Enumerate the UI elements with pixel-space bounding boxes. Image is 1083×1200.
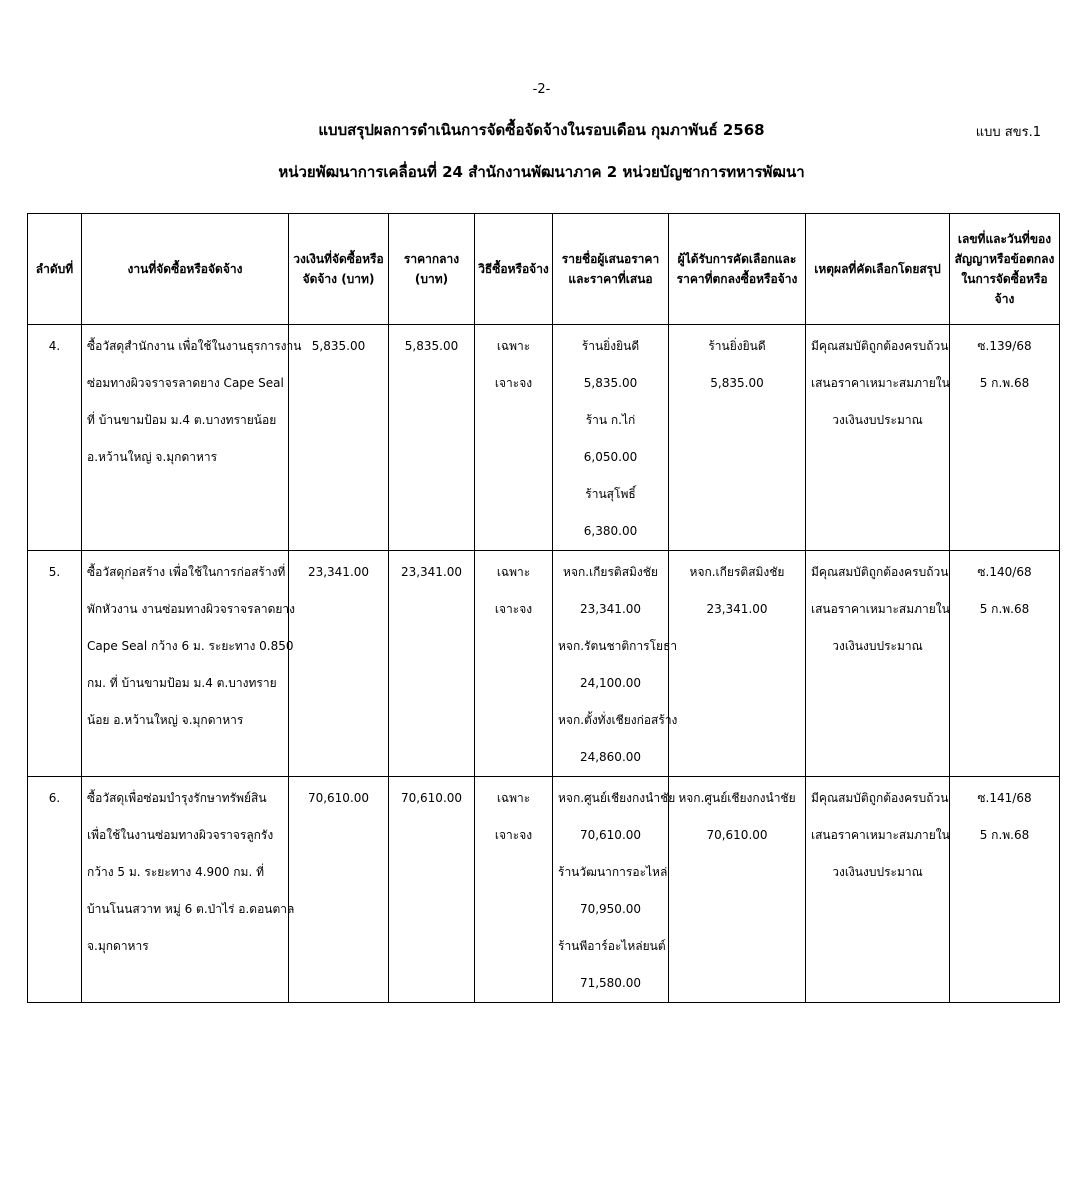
job-line: น้อย อ.หว้านใหญ่ จ.มุกดาหาร: [87, 713, 244, 727]
header-job: งานที่จัดซื้อหรือจัดจ้าง: [82, 214, 289, 325]
row-winner: [669, 325, 806, 551]
row-job: [82, 551, 295, 777]
reason-line: วงเงินงบประมาณ: [832, 413, 923, 427]
contract-date: 5 ก.พ.68: [979, 602, 1030, 616]
bidder-price: 23,341.00: [579, 602, 642, 616]
bidder-price: 70,950.00: [579, 902, 642, 916]
row-no: 5.: [28, 551, 82, 777]
procurement-table: [27, 213, 1060, 1003]
header-contract: เลขที่และวันที่ของสัญญาหรือข้อตกลงในการจัดซื้อหรือจ้าง: [950, 214, 1060, 325]
reason-line: วงเงินงบประมาณ: [832, 865, 923, 879]
reason-line: เสนอราคาเหมาะสมภายใน: [811, 602, 950, 616]
job-line: Cape Seal กว้าง 6 ม. ระยะทาง 0.850: [87, 639, 294, 653]
row-no: 4.: [28, 325, 82, 551]
header-budget: วงเงินที่จัดซื้อหรือจัดจ้าง (บาท): [289, 214, 389, 325]
row-bidders: [553, 325, 669, 551]
contract-number: ซ.141/68: [977, 791, 1032, 805]
table-header-row: [28, 214, 1060, 325]
header-no: ลำดับที่: [28, 214, 82, 325]
document-subtitle: หน่วยพัฒนาการเคลื่อนที่ 24 สำนักงานพัฒนาภาค 2 หน่วยบัญชาการทหารพัฒนา: [278, 163, 805, 181]
row-method: เฉพาะเจาะจง: [475, 777, 553, 1003]
row-bidders: [553, 551, 678, 777]
row-winner: [669, 551, 806, 777]
table-row: [28, 551, 1060, 777]
bidder-price: 24,860.00: [579, 750, 642, 764]
row-contract: [950, 777, 1060, 1003]
document-title: แบบสรุปผลการดำเนินการจัดซื้อจัดจ้างในรอบเดือน กุมภาพันธ์ 2568: [318, 121, 765, 139]
contract-number: ซ.140/68: [977, 565, 1032, 579]
row-bidders: [553, 777, 676, 1003]
page-number: -2-: [532, 82, 551, 97]
row-method: เฉพาะเจาะจง: [475, 325, 553, 551]
form-code: แบบ สขร.1: [975, 125, 1041, 140]
job-line: ซ่อมทางผิวจราจรลาดยาง Cape Seal: [87, 376, 284, 390]
bidder-name: ร้านวัฒนาการอะไหล่: [558, 865, 668, 879]
row-reason: [806, 551, 950, 777]
bidder-price: 24,100.00: [579, 676, 642, 690]
winner-price: 5,835.00: [710, 376, 764, 390]
table-row: [28, 777, 1060, 1003]
bidder-name: ร้าน ก.ไก่: [585, 413, 636, 427]
row-reason: [806, 777, 950, 1003]
bidder-price: 71,580.00: [579, 976, 642, 990]
job-line: จ.มุกดาหาร: [87, 939, 149, 953]
row-reason: [806, 325, 950, 551]
row-budget: 5,835.00: [289, 325, 389, 551]
reason-line: มีคุณสมบัติถูกต้องครบถ้วน: [811, 339, 949, 353]
row-job: [82, 777, 295, 1003]
row-method: เฉพาะเจาะจง: [475, 551, 553, 777]
row-no: 6.: [28, 777, 82, 1003]
bidder-name: ร้านสุโพธิ์: [585, 487, 636, 501]
job-line: อ.หว้านใหญ่ จ.มุกดาหาร: [87, 450, 218, 464]
header-bidders: รายชื่อผู้เสนอราคาและราคาที่เสนอ: [553, 214, 669, 325]
job-line: เพื่อใช้ในงานซ่อมทางผิวจราจรลูกรัง: [87, 828, 274, 842]
header-median-price: ราคากลาง (บาท): [389, 214, 475, 325]
job-line: กว้าง 5 ม. ระยะทาง 4.900 กม. ที่: [87, 865, 264, 879]
winner-name: หจก.ศูนย์เชียงกงนำชัย: [678, 791, 796, 805]
row-budget: 70,610.00: [289, 777, 389, 1003]
row-median-price: 70,610.00: [389, 777, 475, 1003]
job-line: ที่ บ้านขามป้อม ม.4 ต.บางทรายน้อย: [87, 413, 277, 427]
row-job: [82, 325, 302, 551]
bidder-name: หจก.เกียรติสมิงชัย: [563, 565, 658, 579]
bidder-price: 70,610.00: [579, 828, 642, 842]
winner-name: หจก.เกียรติสมิงชัย: [689, 565, 785, 579]
winner-price: 23,341.00: [706, 602, 768, 616]
reason-line: เสนอราคาเหมาะสมภายใน: [811, 828, 950, 842]
header-method: วิธีซื้อหรือจ้าง: [475, 214, 553, 325]
reason-line: เสนอราคาเหมาะสมภายใน: [811, 376, 950, 390]
row-median-price: 23,341.00: [389, 551, 475, 777]
row-contract: [950, 325, 1060, 551]
header-reason: เหตุผลที่คัดเลือกโดยสรุป: [806, 214, 950, 325]
reason-line: มีคุณสมบัติถูกต้องครบถ้วน: [811, 791, 949, 805]
job-line: ซื้อวัสดุเพื่อซ่อมบำรุงรักษาทรัพย์สิน: [87, 791, 267, 805]
reason-line: วงเงินงบประมาณ: [832, 639, 923, 653]
job-line: ซื้อวัสดุก่อสร้าง เพื่อใช้ในการก่อสร้างที่: [87, 565, 286, 579]
job-line: บ้านโนนสวาท หมู่ 6 ต.ป่าไร่ อ.ดอนตาล: [87, 902, 295, 916]
job-line: ซื้อวัสดุสำนักงาน เพื่อใช้ในงานธุรการงาน: [87, 339, 302, 353]
row-contract: [950, 551, 1060, 777]
bidder-name: หจก.รัตนชาติการโยธา: [558, 639, 678, 653]
bidder-price: 5,835.00: [583, 376, 638, 390]
row-budget: 23,341.00: [289, 551, 389, 777]
winner-name: ร้านยิ่งยินดี: [708, 339, 766, 353]
bidder-name: ร้านยิ่งยินดี: [581, 339, 640, 353]
bidder-name: หจก.ตั้งทั่งเชียงก่อสร้าง: [558, 713, 678, 727]
contract-date: 5 ก.พ.68: [979, 376, 1030, 390]
row-winner: [669, 777, 806, 1003]
winner-price: 70,610.00: [706, 828, 768, 842]
bidder-name: หจก.ศูนย์เชียงกงนำชัย: [558, 791, 676, 805]
job-line: กม. ที่ บ้านขามป้อม ม.4 ต.บางทราย: [87, 676, 277, 690]
table-row: [28, 325, 1060, 551]
bidder-price: 6,380.00: [583, 524, 638, 538]
bidder-name: ร้านพีอาร์อะไหล่ยนต์: [558, 939, 666, 953]
header-winner: ผู้ได้รับการคัดเลือกและราคาที่ตกลงซื้อหรือจ้าง: [669, 214, 806, 325]
job-line: พักหัวงาน งานซ่อมทางผิวจราจรลาดยาง: [87, 602, 295, 616]
bidder-price: 6,050.00: [583, 450, 638, 464]
reason-line: มีคุณสมบัติถูกต้องครบถ้วน: [811, 565, 949, 579]
row-median-price: 5,835.00: [389, 325, 475, 551]
contract-number: ซ.139/68: [977, 339, 1032, 353]
contract-date: 5 ก.พ.68: [979, 828, 1030, 842]
